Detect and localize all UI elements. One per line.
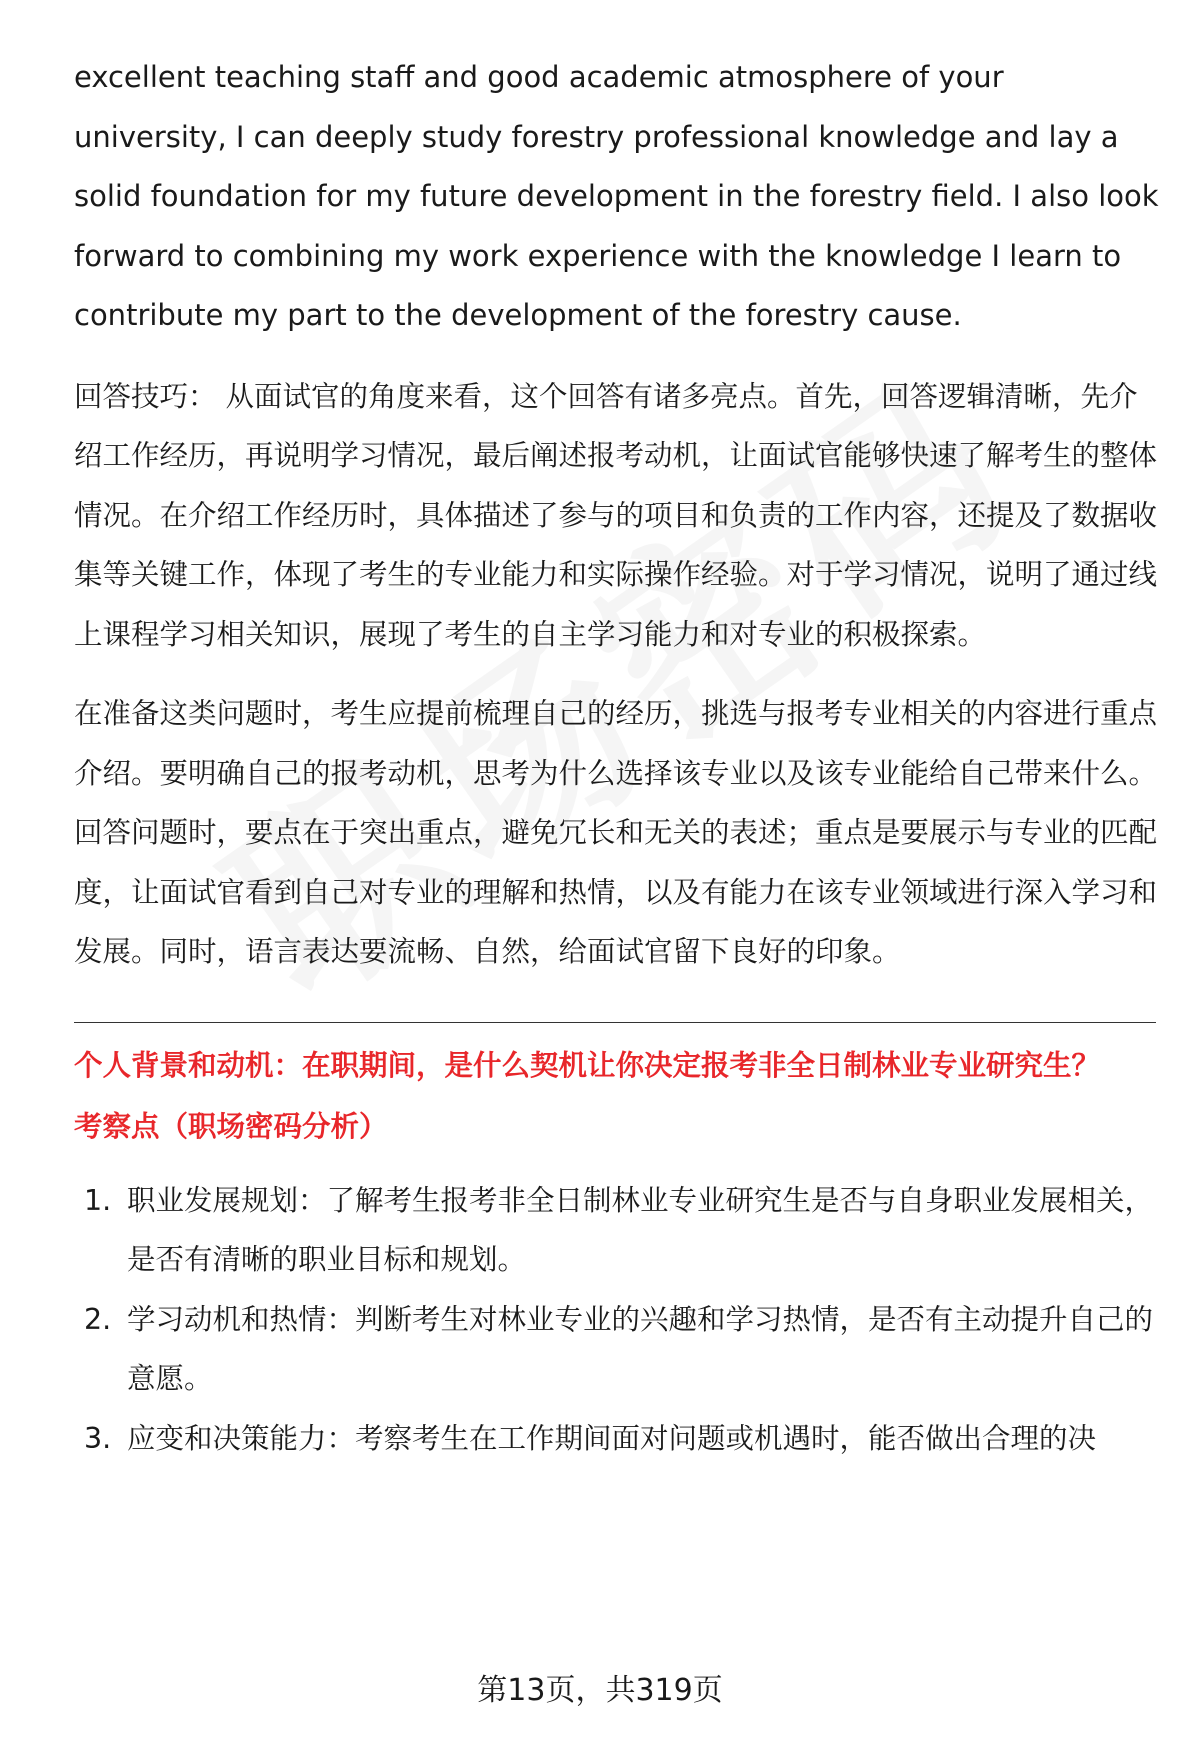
list-item <box>74 1409 1159 1469</box>
list-item-text: 职业发展规划：了解考生报考非全日制林业专业研究生是否与自身职业发展相关，是否有清晰的职业目标和规划。 <box>127 1183 1154 1276</box>
list-item <box>74 1290 1159 1409</box>
question-title: 个人背景和动机：在职期间，是什么契机让你决定报考非全日制林业专业研究生？ <box>74 1048 1101 1082</box>
list-item <box>74 1171 1159 1290</box>
assessment-points-list <box>74 1171 1159 1469</box>
list-item-number: 1. <box>84 1183 112 1217</box>
list-item-number: 2. <box>84 1302 112 1336</box>
document-body <box>74 48 1159 1468</box>
section-divider <box>74 1022 1156 1023</box>
list-item-number: 3. <box>84 1421 112 1455</box>
list-item-text: 学习动机和热情：判断考生对林业专业的兴趣和学习热情，是否有主动提升自己的意愿。 <box>127 1302 1154 1395</box>
question-subtitle: 考察点（职场密码分析） <box>74 1109 388 1143</box>
preparation-advice-paragraph: 在准备这类问题时，考生应提前梳理自己的经历，挑选与报考专业相关的内容进行重点介绍。要明确自己的报考动机，思考为什么选择该专业以及该专业能给自己带来什么。回答问题时，要点在于突出重点，避免冗长和无关的表述；重点是要展示与专业的匹配度，让面试官看到自己对专业的理解和热情，以及有能力在该专业领域进行深入学习和发展。同时，语言表达要流畅、自然，给面试官留下良好的印象。 <box>74 697 1158 968</box>
answer-tips-paragraph: 回答技巧： 从面试官的角度来看，这个回答有诸多亮点。首先，回答逻辑清晰，先介绍工作经历，再说明学习情况，最后阐述报考动机，让面试官能够快速了解考生的整体情况。在介绍工作经历时，具体描述了参与的项目和负责的工作内容，还提及了数据收集等关键工作，体现了考生的专业能力和实际操作经验。对于学习情况，说明了通过线上课程学习相关知识，展现了考生的自主学习能力和对专业的积极探索。 <box>74 379 1158 651</box>
page-number-footer: 第13页，共319页 <box>477 1673 723 1708</box>
answer-paragraph-english: excellent teaching staff and good academic atmosphere of your university, I can deeply study forestry professional knowledge and lay a solid foundation for my future development in the forestry field. I also look forward to combining my work experience with the knowledge I learn to contribute my part to the development of the forestry cause. <box>74 60 1159 332</box>
list-item-text: 应变和决策能力：考察考生在工作期间面对问题或机遇时，能否做出合理的决 <box>127 1421 1097 1455</box>
